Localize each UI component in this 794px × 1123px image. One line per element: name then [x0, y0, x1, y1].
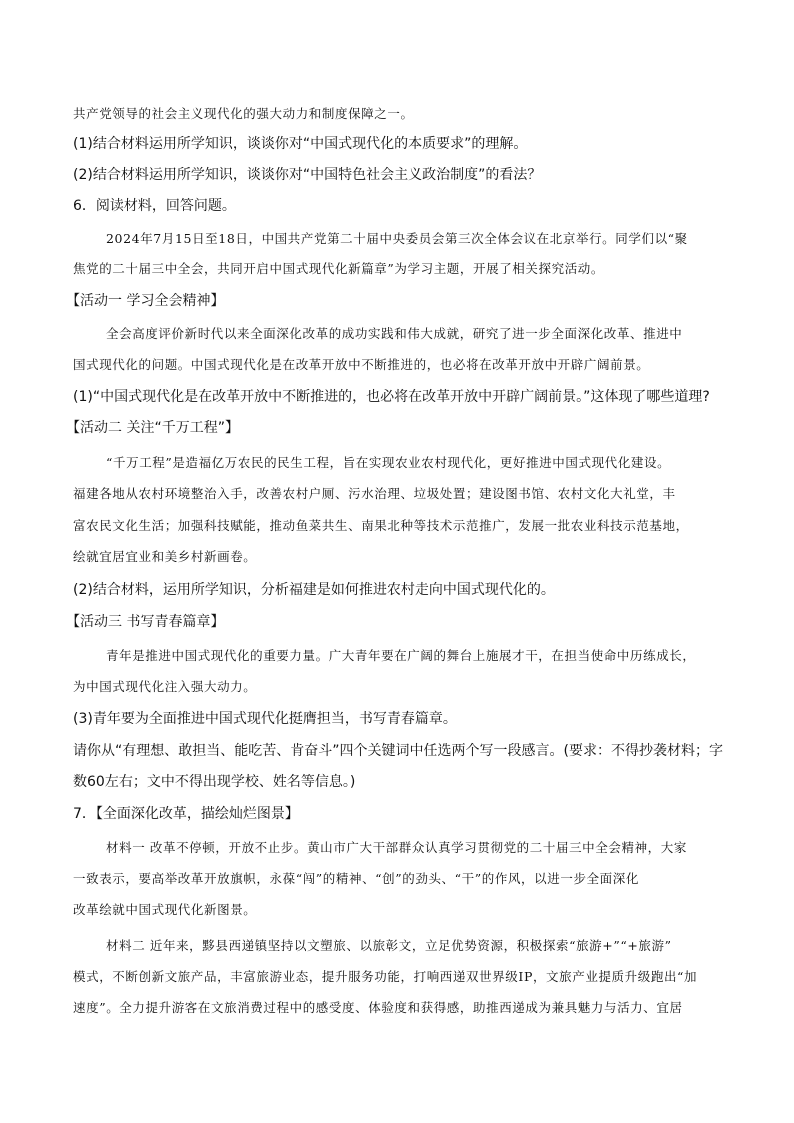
material-line: 一致表示，要高举改革开放旗帜，永葆“闯”的精神、“创”的劲头、“干”的作风，以进一步全面深化 [73, 871, 639, 886]
material-line: 国式现代化的问题。中国式现代化是在改革开放中不断推进的，也必将在改革开放中开辟广阔前景。 [73, 357, 650, 372]
material-line: 改革绘就中国式现代化新图景。 [73, 902, 257, 917]
question-1: (1)结合材料运用所学知识，谈谈你对“中国式现代化的本质要求”的理解。 [73, 136, 528, 152]
material-line: 福建各地从农村环境整治入手，改善农村户厕、污水治理、垃圾处置；建设图书馆、农村文化大礼堂，丰 [73, 486, 676, 501]
activity-3-requirement: 请你从“有理想、敢担当、能吃苦、肯奋斗”四个关键词中任选两个写一段感言。(要求：不得抄袭材料；字 [73, 743, 723, 759]
question-2: (2)结合材料运用所学知识，谈谈你对“中国特色社会主义政治制度”的看法？ [73, 167, 542, 183]
activity-3-requirement: 数60左右；文中不得出现学校、姓名等信息。) [73, 774, 356, 790]
activity-1-question: (1)“中国式现代化是在改革开放中不断推进的，也必将在改革开放中开辟广阔前景。”这体现了哪些道理? [73, 389, 710, 405]
activity-3-heading: 【活动三 书写青春篇章】 [66, 614, 225, 630]
material-line: 模式，不断创新文旅产品，丰富旅游业态，提升服务功能，打响西递双世界级IP，文旅产业提质升级跑出“加 [73, 969, 698, 984]
question-7-heading: 7．【全面深化改革，描绘灿烂图景】 [73, 806, 299, 822]
activity-1-heading: 【活动一 学习全会精神】 [66, 293, 225, 309]
material-line: 为中国式现代化注入强大动力。 [73, 679, 257, 694]
activity-3-question: (3)青年要为全面推进中国式现代化挺膺担当，书写青春篇章。 [73, 711, 457, 727]
material-line: 2024年7月15日至18日，中国共产党第二十届中央委员会第三次全体会议在北京举行。同学们以“聚 [106, 231, 688, 246]
activity-2-question: (2)结合材料，运用所学知识，分析福建是如何推进农村走向中国式现代化的。 [73, 582, 555, 598]
material-line: 青年是推进中国式现代化的重要力量。广大青年要在广阔的舞台上施展才干，在担当使命中历练成长， [106, 648, 696, 663]
material-line: 焦党的二十届三中全会，共同开启中国式现代化新篇章”为学习主题，开展了相关探究活动。 [73, 261, 604, 276]
activity-2-heading: 【活动二 关注“千万工程”】 [66, 420, 239, 436]
material-line: 绘就宜居宜业和美乡村新画卷。 [73, 549, 257, 564]
material-line: 材料二 近年来，黟县西递镇坚持以文塑旅、以旅彰文，立足优势资源，积极探索“旅游+”“+旅游” [106, 938, 672, 953]
material-line: 材料一 改革不停顿，开放不止步。黄山市广大干部群众认真学习贯彻党的二十届三中全会精神，大家 [106, 840, 687, 855]
material-line: “千万工程”是造福亿万农民的民生工程，旨在实现农业农村现代化，更好推进中国式现代化建设。 [106, 455, 671, 470]
text-line-continuation: 共产党领导的社会主义现代化的强大动力和制度保障之一。 [73, 106, 414, 121]
material-line: 速度”。全力提升游客在文旅消费过程中的感受度、体验度和获得感，助推西递成为兼具魅力与活力、宜居 [73, 1000, 683, 1015]
material-line: 富农民文化生活；加强科技赋能，推动鱼菜共生、南果北种等技术示范推广，发展一批农业科技示范基地， [73, 518, 689, 533]
question-6-heading: 6．阅读材料，回答问题。 [73, 198, 236, 214]
material-line: 全会高度评价新时代以来全面深化改革的成功实践和伟大成就，研究了进一步全面深化改革、推进中 [106, 326, 683, 341]
